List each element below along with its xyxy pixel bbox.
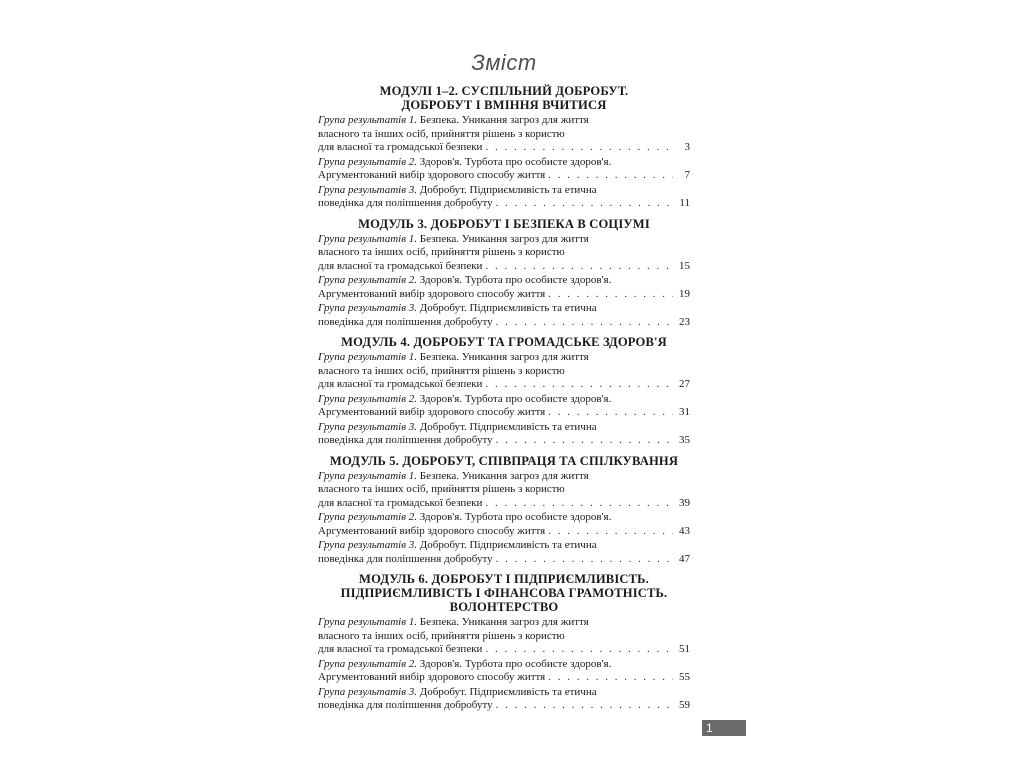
- entry-text: поведінка для поліпшення добробуту: [318, 699, 493, 711]
- dot-leader: [548, 671, 673, 685]
- entry-last-line: [318, 169, 690, 183]
- entry-text: Безпека. Уникання загроз для життя: [419, 114, 589, 126]
- entry-text: Добробут. Підприємливість та етична: [419, 539, 597, 551]
- module-title: [318, 572, 690, 614]
- entry-text: власного та інших осіб, прийняття рішень з користю: [318, 364, 565, 377]
- entry-line: [318, 539, 690, 553]
- entry-line: [318, 421, 690, 435]
- entry-text: Аргументований вибір здорового способу життя: [318, 406, 546, 418]
- entry-last-line: [318, 671, 690, 685]
- entry-group-label: Група результатів 1.: [318, 114, 417, 126]
- entry-last-line: [318, 497, 690, 511]
- entry-text: Здоров'я. Турбота про особисте здоров'я.: [419, 274, 612, 286]
- module-title-line: МОДУЛЬ 4. ДОБРОБУТ ТА ГРОМАДСЬКЕ ЗДОРОВ'Я: [341, 335, 667, 349]
- modules-list: [318, 84, 690, 713]
- entry-text: Безпека. Уникання загроз для життя: [419, 469, 589, 482]
- dot-leader: [496, 699, 673, 713]
- entry-group-label: Група результатів 3.: [318, 420, 417, 433]
- entry-page-number: 27: [679, 378, 690, 390]
- entry-line: [318, 128, 690, 142]
- entry-group-label: Група результатів 1.: [318, 616, 417, 628]
- entry-text: поведінка для поліпшення добробуту: [318, 197, 493, 209]
- entry-group-label: Група результатів 1.: [318, 232, 417, 245]
- module-title: [318, 335, 690, 349]
- entry-text: Здоров'я. Турбота про особисте здоров'я.: [419, 511, 612, 523]
- entry-line: [318, 274, 690, 288]
- entry-line: [318, 246, 690, 260]
- dot-leader: [485, 260, 673, 274]
- entry-group-label: Група результатів 1.: [318, 351, 417, 363]
- entry-page-number: 59: [679, 699, 690, 711]
- entry-group-label: Група результатів 3.: [318, 183, 417, 196]
- entry-page-number: 15: [679, 259, 690, 272]
- entry-page-number: 35: [679, 434, 690, 446]
- toc-entry[interactable]: [318, 156, 690, 183]
- entry-page-number: 3: [684, 141, 690, 153]
- toc-entry[interactable]: [318, 539, 690, 566]
- entry-last-line: [318, 553, 690, 567]
- entry-line: [318, 658, 690, 672]
- toc-entry[interactable]: [318, 511, 690, 538]
- entry-text: для власної та громадської безпеки: [318, 378, 483, 390]
- module-title-line: ПІДПРИЄМЛИВІСТЬ І ФІНАНСОВА ГРАМОТНІСТЬ.: [340, 586, 668, 600]
- entry-last-line: [318, 197, 690, 211]
- entry-text: власного та інших осіб, прийняття рішень з користю: [318, 127, 565, 140]
- entry-text: Аргументований вибір здорового способу життя: [318, 524, 546, 537]
- entry-text: Добробут. Підприємливість та етична: [419, 302, 597, 314]
- dot-leader: [548, 169, 673, 183]
- toc-entry[interactable]: [318, 302, 690, 329]
- entry-group-label: Група результатів 3.: [318, 302, 417, 314]
- toc-entry[interactable]: [318, 616, 690, 657]
- entry-line: [318, 393, 690, 407]
- entry-last-line: [318, 378, 690, 392]
- entry-last-line: [318, 643, 690, 657]
- table-of-contents: [318, 48, 690, 719]
- entry-line: [318, 184, 690, 198]
- entry-text: Безпека. Уникання загроз для життя: [419, 351, 589, 363]
- entry-text: Добробут. Підприємливість та етична: [419, 420, 597, 433]
- entry-last-line: [318, 316, 690, 330]
- dot-leader: [496, 553, 673, 567]
- dot-leader: [485, 378, 673, 392]
- entry-line: [318, 365, 690, 379]
- entry-text: Аргументований вибір здорового способу життя: [318, 671, 546, 683]
- entry-page-number: 47: [679, 552, 690, 565]
- entry-line: [318, 351, 690, 365]
- module-title-line: ВОЛОНТЕРСТВО: [449, 600, 559, 614]
- toc-entry[interactable]: [318, 421, 690, 448]
- entry-text: Безпека. Уникання загроз для життя: [419, 232, 589, 245]
- module-title-line: МОДУЛЬ 6. ДОБРОБУТ І ПІДПРИЄМЛИВІСТЬ.: [359, 572, 649, 586]
- entry-text: Здоров'я. Турбота про особисте здоров'я.: [419, 657, 612, 670]
- entry-line: [318, 470, 690, 484]
- dot-leader: [485, 497, 673, 511]
- entry-group-label: Група результатів 2.: [318, 511, 417, 523]
- dot-leader: [485, 643, 673, 657]
- entry-text: Безпека. Уникання загроз для життя: [419, 616, 589, 628]
- entry-group-label: Група результатів 3.: [318, 539, 417, 551]
- entry-text: Здоров'я. Турбота про особисте здоров'я.: [419, 155, 612, 168]
- module-section: [318, 572, 690, 713]
- entry-group-label: Група результатів 2.: [318, 657, 417, 670]
- entry-text: для власної та громадської безпеки: [318, 643, 483, 655]
- entry-text: Добробут. Підприємливість та етична: [419, 685, 597, 698]
- entry-line: [318, 302, 690, 316]
- entry-line: [318, 483, 690, 497]
- entry-text: власного та інших осіб, прийняття рішень з користю: [318, 629, 565, 642]
- entry-last-line: [318, 406, 690, 420]
- entry-page-number: 43: [679, 524, 690, 537]
- toc-entry[interactable]: [318, 393, 690, 420]
- entry-line: [318, 616, 690, 630]
- module-title: [318, 84, 690, 112]
- toc-entry[interactable]: [318, 686, 690, 713]
- entry-text: власного та інших осіб, прийняття рішень з користю: [318, 246, 565, 258]
- entry-text: Добробут. Підприємливість та етична: [419, 183, 597, 196]
- entry-page-number: 23: [679, 315, 690, 328]
- toc-entry[interactable]: [318, 233, 690, 274]
- entry-text: Аргументований вибір здорового способу життя: [318, 287, 546, 300]
- entry-text: Аргументований вибір здорового способу життя: [318, 169, 546, 181]
- module-title: [318, 217, 690, 231]
- entry-line: [318, 511, 690, 525]
- dot-leader: [548, 525, 673, 539]
- toc-entry[interactable]: [318, 351, 690, 392]
- entry-page-number: 31: [679, 406, 690, 418]
- toc-entry[interactable]: [318, 184, 690, 211]
- entry-last-line: [318, 288, 690, 302]
- entry-text: для власної та громадської безпеки: [318, 259, 483, 272]
- entry-line: [318, 114, 690, 128]
- entry-page-number: 39: [679, 496, 690, 509]
- entry-group-label: Група результатів 2.: [318, 155, 417, 168]
- entry-text: власного та інших осіб, прийняття рішень з користю: [318, 483, 565, 495]
- entry-page-number: 11: [679, 197, 690, 209]
- entry-group-label: Група результатів 2.: [318, 392, 417, 405]
- dot-leader: [496, 434, 673, 448]
- entry-page-number: 51: [679, 643, 690, 655]
- module-title-line: МОДУЛЬ 3. ДОБРОБУТ І БЕЗПЕКА В СОЦІУМІ: [358, 216, 650, 231]
- toc-entry[interactable]: [318, 658, 690, 685]
- entry-line: [318, 156, 690, 170]
- entry-page-number: 55: [679, 671, 690, 683]
- dot-leader: [548, 406, 673, 420]
- entry-text: для власної та громадської безпеки: [318, 141, 483, 153]
- module-title-line: ДОБРОБУТ І ВМІННЯ ВЧИТИСЯ: [401, 98, 607, 112]
- entry-last-line: [318, 699, 690, 713]
- entry-group-label: Група результатів 3.: [318, 685, 417, 698]
- dot-leader: [496, 197, 673, 211]
- toc-entry[interactable]: [318, 274, 690, 301]
- entry-line: [318, 233, 690, 247]
- entry-line: [318, 686, 690, 700]
- page-number: 1: [702, 720, 746, 736]
- entry-group-label: Група результатів 1.: [318, 469, 417, 482]
- module-section: [318, 84, 690, 211]
- module-section: [318, 335, 690, 448]
- toc-entry[interactable]: [318, 470, 690, 511]
- entry-last-line: [318, 260, 690, 274]
- module-section: [318, 454, 690, 567]
- entry-line: [318, 630, 690, 644]
- dot-leader: [548, 288, 673, 302]
- module-title-line: МОДУЛІ 1–2. СУСПІЛЬНИЙ ДОБРОБУТ.: [379, 84, 629, 98]
- entry-last-line: [318, 141, 690, 155]
- entry-page-number: 7: [684, 169, 690, 181]
- entry-text: поведінка для поліпшення добробуту: [318, 552, 493, 565]
- dot-leader: [496, 316, 673, 330]
- entry-text: Здоров'я. Турбота про особисте здоров'я.: [419, 392, 612, 405]
- entry-last-line: [318, 434, 690, 448]
- module-section: [318, 217, 690, 330]
- module-title-line: МОДУЛЬ 5. ДОБРОБУТ, СПІВПРАЦЯ ТА СПІЛКУВАННЯ: [329, 453, 679, 468]
- dot-leader: [485, 141, 673, 155]
- entry-text: для власної та громадської безпеки: [318, 496, 483, 509]
- module-title: [318, 454, 690, 468]
- toc-entry[interactable]: [318, 114, 690, 155]
- entry-text: поведінка для поліпшення добробуту: [318, 315, 493, 328]
- entry-text: поведінка для поліпшення добробуту: [318, 434, 493, 446]
- entry-last-line: [318, 525, 690, 539]
- entry-group-label: Група результатів 2.: [318, 274, 417, 286]
- page-title: Зміст: [471, 50, 537, 75]
- entry-page-number: 19: [679, 287, 690, 300]
